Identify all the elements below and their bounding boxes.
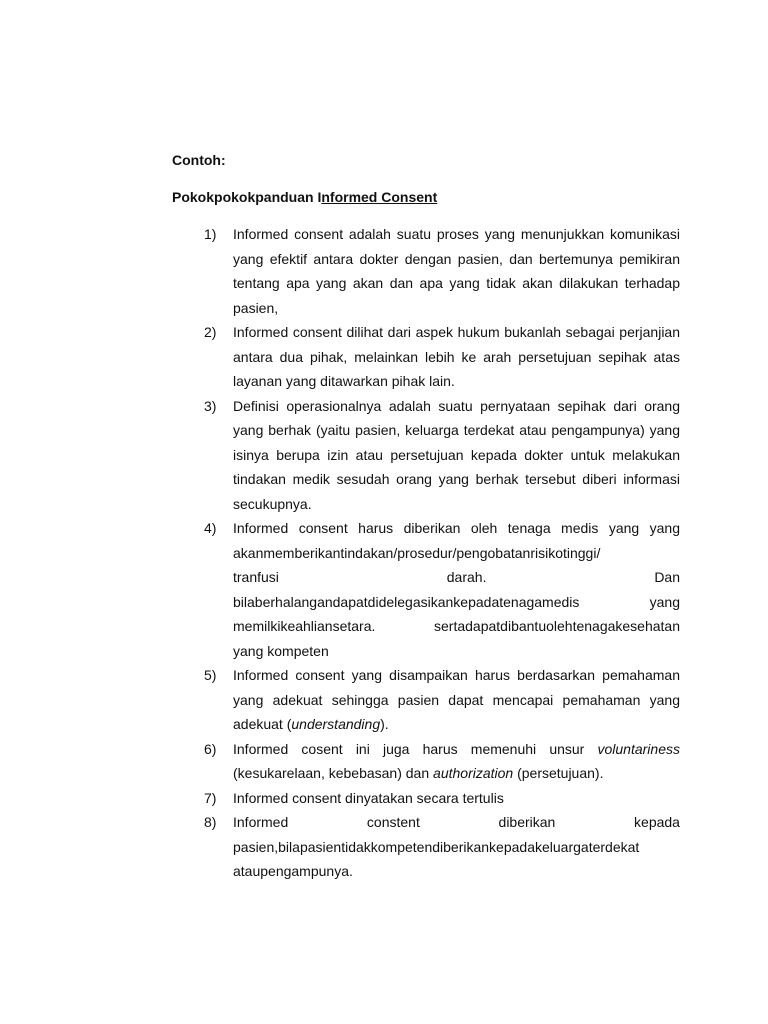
list-item-line [233,565,680,590]
text-run: (kesukarelaan, kebebasan) dan [233,765,434,781]
word: kepada [634,814,680,830]
word: constent [366,814,420,830]
list-number: 5) [204,667,217,683]
word: diberikan [498,814,556,830]
list-item-line [233,614,680,639]
document-title-prefix: Pokokpokokpanduan I [172,189,322,205]
list-item-line [233,810,680,835]
list-item-text: Informed consent adalah suatu proses yang menunjukkan komunikasi yang efektif antara dokter dengan pasien, dan bertemunya pemikiran tentang apa yang akan dan apa yang tidak akan dilakukan terhadap pasien, [233,226,680,316]
list-item-7 [204,786,680,811]
text-run: Informed consent yang disampaikan harus berdasarkan pemahaman yang adekuat sehingga pasien dapat mencapai pemahaman yang adekuat ( [233,667,680,732]
emphasis-text: understanding [291,716,381,732]
list-item-text [233,737,680,786]
list-item-text: Informed consent dinyatakan secara tertulis [233,789,504,806]
list-item-6 [204,737,680,786]
list-item-2 [204,320,680,394]
word: memilkikeahliansetara. [233,618,376,634]
text-run: Informed cosent ini juga harus memenuhi unsur [233,740,598,757]
list-item-text [233,810,680,884]
list-item-8 [204,810,680,884]
list-number: 4) [204,520,217,536]
page-heading: Contoh: [172,152,226,168]
list-item-line [233,590,680,615]
word: darah. [446,569,487,585]
word: bilaberhalangandapatdidelegasikankepadatenagamedis [233,593,580,610]
list-item-text [233,663,680,737]
list-number: 1) [204,226,217,242]
list-item-text: Definisi operasionalnya adalah suatu pernyataan sepihak dari orang yang berhak (yaitu pasien, keluarga terdekat atau pengampunya) yang isinya berupa izin atau persetujuan kepada dokter untuk melakukan tindakan medik sesudah orang yang berhak tersebut diberi informasi secukupnya. [233,397,680,512]
text-run: (persetujuan). [513,765,604,781]
emphasis-text: voluntariness [597,740,680,757]
list-item-line: akanmemberikantindakan/prosedur/pengobatanrisikotinggi/ [233,544,601,561]
list-item-3 [204,394,680,517]
word: tranfusi [233,569,279,585]
list-item-text [233,516,680,663]
guideline-list [204,222,680,884]
word: yang [649,593,680,610]
text-run: ). [380,716,389,732]
list-number: 2) [204,324,217,340]
list-number: 3) [204,397,217,414]
list-number: 7) [204,789,217,806]
list-number: 8) [204,814,217,830]
list-item-text: Informed consent dilihat dari aspek hukum bukanlah sebagai perjanjian antara dua pihak, melainkan lebih ke arah persetujuan sepihak atas layanan yang ditawarkan pihak lain. [233,324,680,389]
list-item-line: pasien,bilapasientidakkompetendiberikankepadakeluargaterdekat [233,838,640,855]
word: Dan [654,569,680,585]
word: sertadapatdibantuolehtenagakesehatan [434,618,680,634]
list-item-4 [204,516,680,663]
list-item-line: yang kompeten [233,642,329,659]
document-title [172,188,437,206]
list-item-line: Informed consent harus diberikan oleh tenaga medis yang yang [233,520,680,536]
emphasis-text: authorization [433,765,514,781]
list-number: 6) [204,740,217,757]
list-item-line: ataupengampunya. [233,863,353,879]
word: Informed [233,814,289,830]
list-item-1 [204,222,680,320]
document-title-underlined: nformed Consent [321,189,438,205]
list-item-5 [204,663,680,737]
